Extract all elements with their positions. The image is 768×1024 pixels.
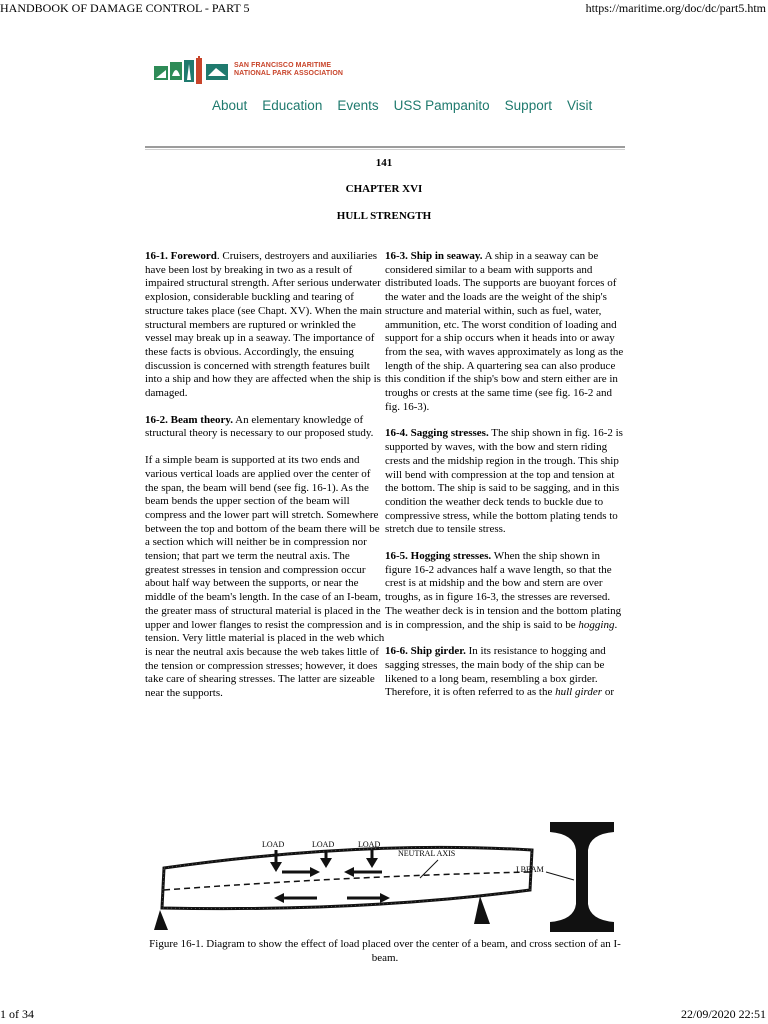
- right-column: [385, 250, 625, 713]
- chapter-heading: CHAPTER XVI: [345, 183, 423, 195]
- paragraph-heading: 16-4. Sagging stresses.: [385, 427, 489, 440]
- paragraph-16-1: 16-1. Foreword. Cruisers, destroyers and auxiliaries have been lost by breaking in two as a result of impaired structural strength. After serious underwater explosion, considerable buckling and tearing of structure takes place (see Chapt. XV). When the main structural members are ruptured or wrinkled the vessel may break up in a seaway. The importance of these facts is obvious. Accordingly, the ensuing discussion is concerned with strength features built into a ship and how they are affected when the ship is damaged.: [145, 250, 382, 400]
- paragraph-heading: 16-1. Foreword: [145, 250, 217, 262]
- i-beam-cross-section: [550, 822, 614, 932]
- paragraph-16-5: 16-5. Hogging stresses. When the ship shown in figure 16-2 advances half a wave length, so that the crest is at midship and the bow and stern are over troughs, as in figure 16-3, the stresses are reversed. The weather deck is in tension and the bottom plating is in compression, and the ship is said to be hogging.: [385, 550, 622, 631]
- paragraph-16-3: [385, 250, 625, 414]
- paragraph-heading: 16-2. Beam theory.: [145, 413, 233, 426]
- nav-link-about[interactable]: About: [212, 98, 248, 113]
- print-header-url: https://maritime.org/doc/dc/part5.htm: [585, 1, 766, 15]
- paragraph-text: A ship in a seaway can be considered similar to a beam with supports and distributed loads. The supports are buoyant forces of the water and the loads are the weight of the ship's structure and material within, such as fuel, water, ammunition, etc. The worst condition of loading and support for a ship occurs when it heads into or away from the sea, with waves approximately as long as the length of the ship. A quartering sea can also produce this condition if the ship's bow and stern either are in troughs or crests at the same time (see fig. 16-2 and fig. 16-3).: [385, 250, 624, 413]
- paragraph-text: When the ship shown in figure 16-2 advances half a wave length, so that the crest is at midship and the bow and stern are over troughs, as in figure 16-3, the stresses are reversed. The weather deck is in tension and the bottom plating is in compression, and the ship is said to be: [385, 550, 622, 631]
- paragraph-text: An elementary knowledge of structural theory is necessary to our proposed study.: [145, 413, 374, 440]
- nav-link-events[interactable]: Events: [337, 98, 379, 113]
- left-support: [154, 910, 168, 930]
- paragraph-beam-detail: [145, 454, 385, 701]
- paragraph-text: Cruisers, destroyers and auxiliaries have been lost by breaking in two as a result of impaired structural strength. After serious underwater explosion, considerable buckling and tearing of structure takes place (see Chapt. XV). When the main structural members are ruptured or wrinkled the vessel may break up in a seaway. The importance of these facts is obvious. Accordingly, the ensuing discussion is concerned with strength features built into a ship and how they are affected when the ship is damaged.: [145, 250, 382, 400]
- header-divider: [145, 146, 625, 150]
- logo-text-line2: NATIONAL PARK ASSOCIATION: [234, 70, 344, 77]
- paragraph-italic: hogging: [578, 618, 615, 631]
- print-header: [0, 0, 768, 18]
- paragraph-16-6: 16-6. Ship girder. In its resistance to hogging and sagging stresses, the main body of the ship can be likened to a long beam, resembling a box girder. Therefore, it is often referred to as the hull girder or: [385, 645, 615, 699]
- paragraph-heading: 16-3. Ship in seaway.: [385, 250, 483, 262]
- main-nav: [212, 98, 607, 118]
- paragraph-text: The ship shown in fig. 16-2 is supported by waves, with the bow and stern riding crests and the midship region in the trough. This ship will bend with compression at the top and tension at the bottom. The ship is said to be sagging, and in this condition the weather deck tends to buckle due to compressive stress, while the bottom plating tends to stretch due to tensile stress.: [385, 427, 623, 536]
- logo-emblem-icon: [154, 56, 232, 88]
- print-footer: [0, 1006, 768, 1024]
- sfmnpa-logo[interactable]: [154, 56, 344, 88]
- load-label: LOAD: [312, 840, 335, 849]
- print-footer-datetime: 22/09/2020 22:51: [680, 1007, 766, 1021]
- logo-text: [234, 62, 354, 78]
- i-beam-label: I BEAM: [516, 865, 544, 874]
- chapter-title: HULL STRENGTH: [336, 210, 432, 222]
- print-footer-page: 1 of 34: [0, 1007, 34, 1021]
- right-support: [474, 896, 490, 924]
- paragraph-heading: 16-5. Hogging stresses.: [385, 550, 492, 563]
- paragraph-text: If a simple beam is supported at its two ends and various vertical loads are applied over the center of the span, the beam will bend (see fig. 16-1). As the beam bends the upper section of the beam will compress and the lower part will stretch. Somewhere between the top and bottom of the beam there will be a section which will neither be in compression nor tension; that part we term the neutral axis. The greatest stresses in tension and compression occur about half way between the supports, or near the middle of the beam's length. In the case of an I-beam, the greater mass of structural material is placed in the upper and lower flanges to resist the compression and tension. Very little material is placed in the web which is near the neutral axis because the web takes little of the tension or compression stresses; however, it does take care of shearing stresses. The latter are sizeable near the supports.: [145, 454, 385, 700]
- paragraph-16-2: [145, 414, 385, 441]
- nav-link-uss-pampanito[interactable]: USS Pampanito: [393, 98, 490, 113]
- page-number: 141: [375, 157, 393, 169]
- logo-text-line1: SAN FRANCISCO MARITIME: [234, 62, 332, 69]
- paragraph-16-4: [385, 427, 625, 537]
- load-label: LOAD: [262, 840, 285, 849]
- nav-link-support[interactable]: Support: [504, 98, 552, 113]
- paragraph-heading: 16-6. Ship girder.: [385, 645, 466, 658]
- paragraph-italic: hull girder: [555, 686, 603, 699]
- left-column: [145, 250, 385, 714]
- nav-link-visit[interactable]: Visit: [566, 98, 593, 113]
- print-header-title: HANDBOOK OF DAMAGE CONTROL - PART 5: [0, 1, 250, 15]
- nav-link-education[interactable]: Education: [262, 98, 323, 113]
- load-label: LOAD: [358, 840, 381, 849]
- figure-caption: Figure 16-1. Diagram to show the effect of load placed over the center of a beam, and cross section of an I-beam.: [149, 938, 621, 964]
- neutral-axis-label: NEUTRAL AXIS: [398, 849, 456, 858]
- paragraph-text: In its resistance to hogging and sagging stresses, the main body of the ship can be likened to a long beam, resembling a box girder. Therefore, it is often referred to as the: [385, 645, 606, 699]
- figure-16-1-diagram: [152, 820, 622, 938]
